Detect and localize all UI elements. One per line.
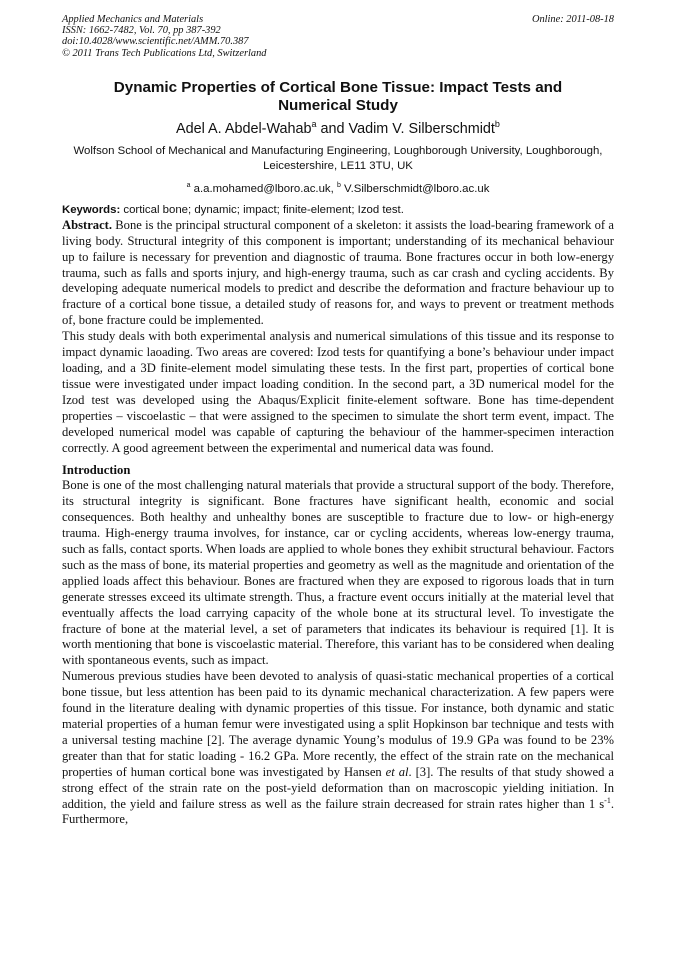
email-mark: a [186, 181, 191, 189]
author-list [62, 120, 614, 138]
keywords-label: Keywords: [62, 203, 121, 216]
email-link[interactable]: a.a.mohamed@lboro.ac.uk [193, 182, 331, 195]
affiliation-mark: a [311, 118, 317, 129]
paragraph-text: . Furthermore, [62, 796, 614, 827]
section-heading-introduction: Introduction [62, 463, 131, 478]
paragraph-text: . [3]. The results of that study showed a strong effect of the strain rate on the post-yield deformation than on macroscopic yielding initiation. In addition, the yield and failure stress as well as the failure strain decreased for strain rates higher than 1 s [62, 764, 614, 811]
keywords [62, 203, 614, 218]
italic-text: et al [385, 764, 409, 779]
author-name: Vadim V. Silberschmidt [348, 120, 495, 137]
keywords-text: cortical bone; dynamic; impact; finite-element; Izod test. [123, 203, 404, 216]
doi-line: doi:10.4028/www.scientific.net/AMM.70.387 [62, 36, 249, 48]
paragraph-text: Numerous previous studies have been devoted to analysis of quasi-static mechanical properties of a cortical bone tissue, but less attention has been paid to its dynamic mechanical characterization. A few papers were found in the literature dealing with dynamic properties of this tissue. For instance, both dynamic and static material properties of a human femur were investigated using a split Hopkinson bar technique and tests with a universal testing machine [2]. The average dynamic Young’s modulus of 19.9 GPa was found to be 23% greater than that for static loading - 16.2 GPa. More recently, the effect of the strain rate on the mechanical properties of human cortical bone was investigated by Hansen [62, 669, 614, 779]
journal-meta [62, 14, 266, 59]
email-separator: , [330, 182, 337, 195]
author-emails [62, 182, 614, 197]
author-name: Adel A. Abdel-Wahab [176, 120, 312, 137]
abstract-text: Bone is the principal structural component of a skeleton: it assists the load-bearing framework of a living body. Structural integrity of this component is important; understanding of its mechanical behaviour up to failure is necessary for prevention and diagnostic of trauma. Bone fractures occur in both low-energy trauma, such as falls and sports injury, and high-energy trauma, such as car crash and cycling accidents. By developing adequate numerical models to predict and describe the deformation and fracture behaviour up to fracture of a cortical bone tissue, a detailed study of reasons for, and ways to prevent or treatment methods of, bone fracture could be implemented. [62, 217, 614, 328]
journal-name: Applied Mechanics and Materials [62, 14, 204, 25]
paper-title: Dynamic Properties of Cortical Bone Tissue: Impact Tests and Numerical Study [113, 78, 563, 115]
issn-line: ISSN: 1662-7482, Vol. 70, pp 387-392 [62, 25, 221, 37]
email-mark: b [336, 181, 341, 189]
author-joiner: and [316, 120, 349, 137]
journal-header [62, 14, 614, 59]
body-paragraph: Bone is one of the most challenging natural materials that provide a structural support of the body. Therefore, its structural integrity is significant. Bone fractures have significant health, economic and social consequences. Both healthy and unhealthy bones are susceptible to fracture due to low- or high-energy trauma. High-energy trauma involves, for instance, car or cycling accidents, whereas low-energy trauma, such as falls, contact sports. When loads are applied to whole bones they exhibit structural behaviour. Factors such as the mass of bone, its material properties and geometry as well as the magnitude and orientation of the applied loads affect this behaviour. Bones are fractured when they are exposed to rigorous loads that in turn generate stresses exceed its ultimate strength. Thus, a fracture event occurs initially at the material level that eventually affects the load carrying capacity of the whole bone at its structural level. To investigate the fracture of bone at the material level, a set of parameters that indicates its behaviour is required [1]. It is worth mentioning that bone is viscoelastic material. Therefore, this variant has to be considered when dealing with spontaneous events, such as impact. [62, 478, 614, 668]
email-link[interactable]: V.Silberschmidt@lboro.ac.uk [344, 182, 490, 195]
affiliation: Wolfson School of Mechanical and Manufacturing Engineering, Loughborough University, Loughborough, Leicestershire, LE11 3TU, UK [73, 144, 603, 173]
body-paragraph [62, 669, 614, 828]
abstract-label: Abstract. [62, 217, 113, 232]
abstract-paragraph-2: This study deals with both experimental analysis and numerical simulations of this tissue and its response to impact dynamic laoading. Two areas are covered: Izod tests for quantifying a bone’s behaviour under impact loading, and a 3D finite-element model simulating these tests. In the first part, properties of cortical bone tissue were investigated under impact loading condition. In the second part, a 3D numerical model for the Izod test was developed using the Abaqus/Explicit finite-element software. Bone has time-dependent properties – viscoelastic – that were assigned to the specimen to simulate the short term event, impact. The developed numerical model was capable of capturing the behaviour of the hammer-specimen interaction correctly. A good agreement between the experimental and numerical data was found. [62, 329, 614, 455]
online-date: Online: 2011-08-18 [531, 14, 614, 25]
exponent: -1 [604, 795, 611, 805]
abstract-paragraph [62, 218, 614, 329]
affiliation-mark: b [494, 118, 500, 129]
paper-page [62, 14, 614, 828]
copyright-line: © 2011 Trans Tech Publications Ltd, Switzerland [62, 47, 267, 59]
